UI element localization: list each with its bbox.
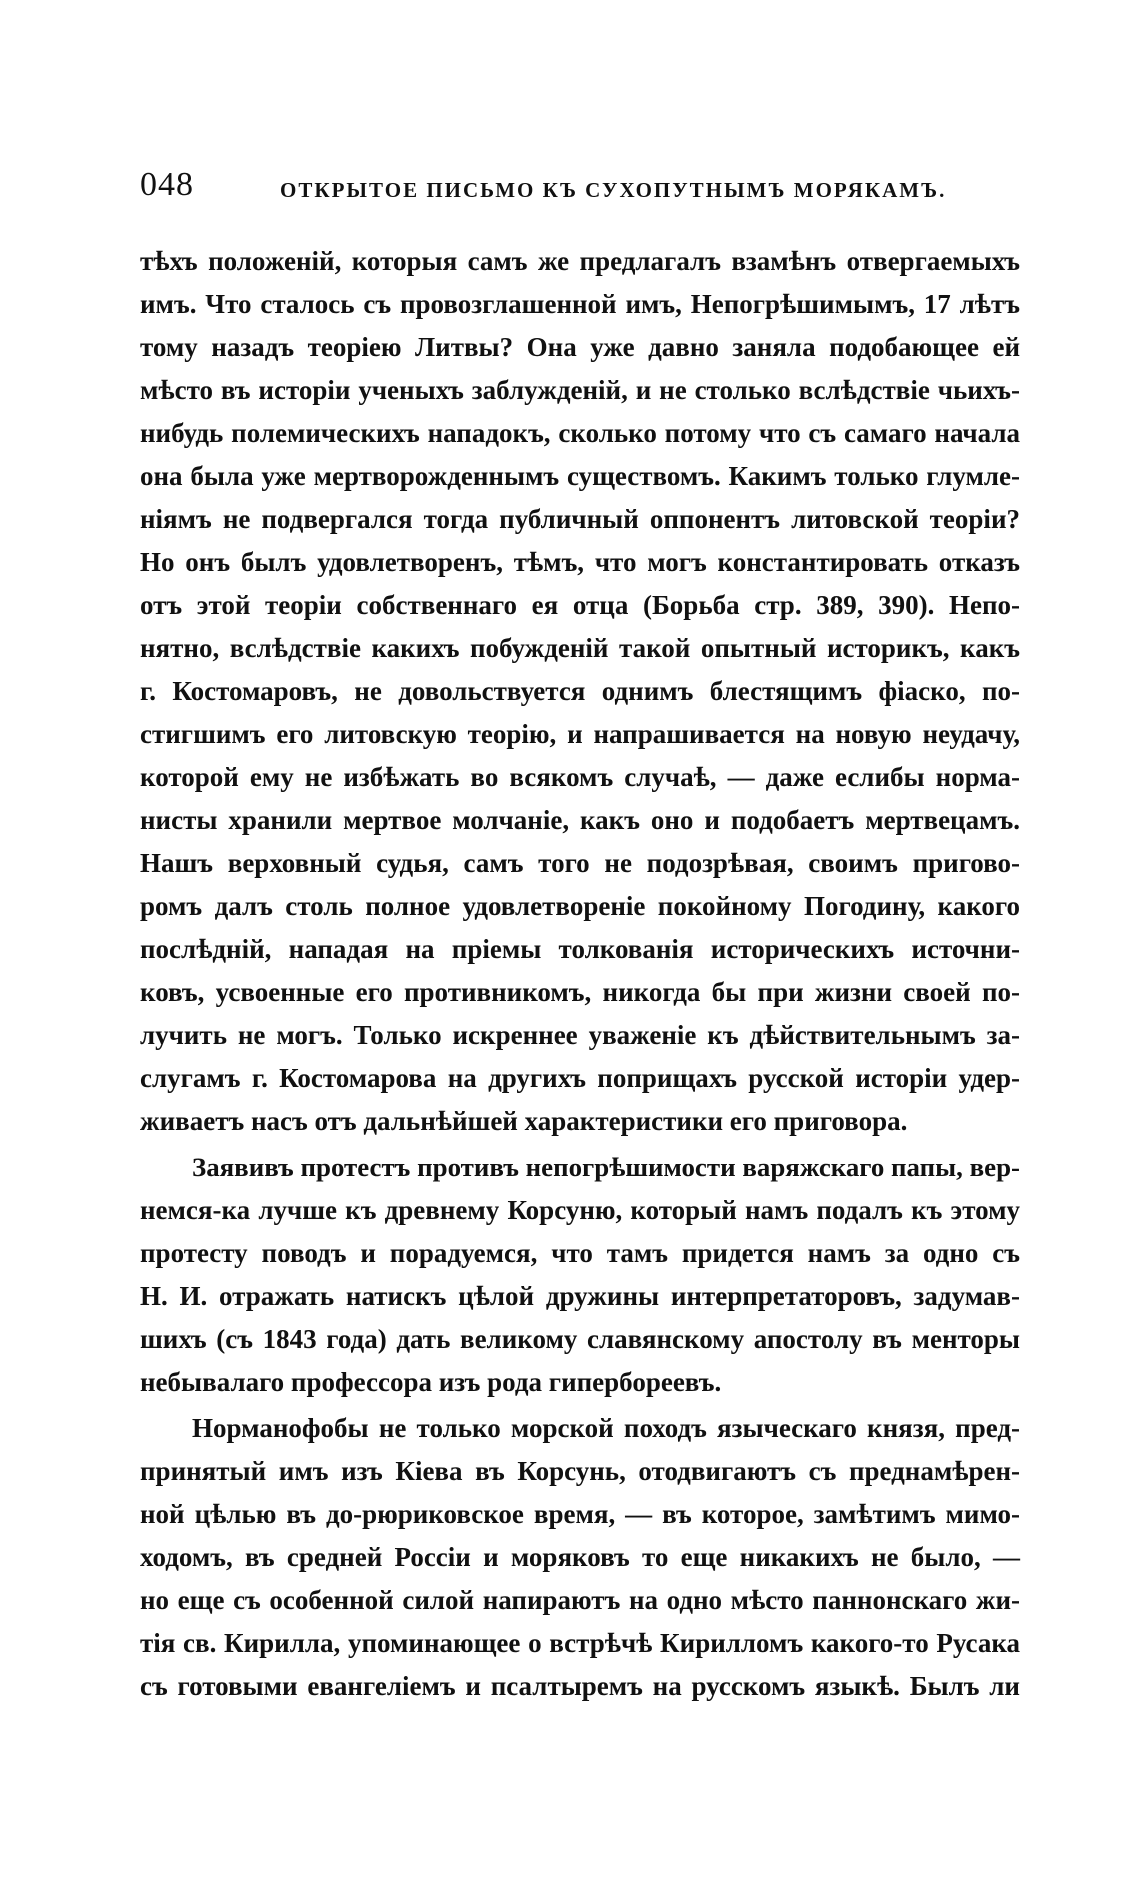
body-text <box>140 240 1020 1708</box>
text-line: ходомъ, въ средней Россiи и моряковъ то еще никакихъ не было, — <box>140 1542 1020 1572</box>
text-line: Норманофобы не только морской походъ языческаго князя, пред- <box>192 1413 1020 1443</box>
text-line: имъ. Что сталось съ провозглашенной имъ, Непогрѣшимымъ, 17 лѣтъ <box>140 289 1020 319</box>
text-line: нибудь полемическихъ нападокъ, сколько потому что съ самаго начала <box>140 418 1020 448</box>
paragraph <box>140 1407 1020 1708</box>
text-line: Заявивъ протестъ противъ непогрѣшимости варяжскаго папы, вер- <box>192 1152 1020 1182</box>
text-line: шихъ (съ 1843 года) дать великому славянскому апостолу въ менторы <box>140 1324 1020 1354</box>
text-line: послѣднiй, нападая на прiемы толкованiя историческихъ источни- <box>140 934 1020 964</box>
text-line: тому назадъ теорiею Литвы? Она уже давно заняла подобающее ей <box>140 332 1020 362</box>
text-line: принятый имъ изъ Кiева въ Корсунь, отодвигаютъ съ преднамѣрен- <box>140 1456 1020 1486</box>
text-line: ромъ далъ столь полное удовлетворенiе покойному Погодину, какого <box>140 891 1020 921</box>
text-line: протесту поводъ и порадуемся, что тамъ придется намъ за одно съ <box>140 1238 1020 1268</box>
running-title: ОТКРЫТОЕ ПИСЬМО КЪ СУХОПУТНЫМЪ МОРЯКАМЪ. <box>280 178 947 202</box>
text-line: г. Костомаровъ, не довольствуется однимъ блестящимъ фiаско, по- <box>140 676 1020 706</box>
text-line: ной цѣлью въ до-рюриковское время, — въ которое, замѣтимъ мимо- <box>140 1499 1020 1529</box>
text-line: стигшимъ его литовскую теорiю, и напрашивается на новую неудачу, <box>140 719 1020 749</box>
text-line: Н. И. отражать натискъ цѣлой дружины интерпретаторовъ, задумав- <box>140 1281 1020 1311</box>
text-line: нiямъ не подвергался тогда публичный оппонентъ литовской теорiи? <box>140 504 1020 534</box>
text-line: съ готовыми евангелiемъ и псалтыремъ на русскомъ языкѣ. Былъ ли <box>140 1671 1020 1701</box>
text-line: ковъ, усвоенные его противникомъ, никогда бы при жизни своей по- <box>140 977 1020 1007</box>
text-line: Нашъ верховный судья, самъ того не подозрѣвая, своимъ пригово- <box>140 848 1020 878</box>
text-line: лучить не могъ. Только искреннее уваженiе къ дѣйствительнымъ за- <box>140 1020 1020 1050</box>
text-line: которой ему не избѣжать во всякомъ случаѣ, — даже еслибы норма- <box>140 762 1020 792</box>
text-line: нисты хранили мертвое молчанiе, какъ оно и подобаетъ мертвецамъ. <box>140 805 1020 835</box>
text-line: она была уже мертворожденнымъ существомъ. Какимъ только глумле- <box>140 461 1020 491</box>
text-line: Но онъ былъ удовлетворенъ, тѣмъ, что могъ константировать отказъ <box>140 547 1020 577</box>
text-line: небывалаго профессора изъ рода гипербореевъ. <box>140 1367 722 1397</box>
text-line: мѣсто въ исторiи ученыхъ заблужденiй, и не столько вслѣдствiе чьихъ- <box>140 375 1020 405</box>
text-line: но еще съ особенной силой напираютъ на одно мѣсто паннонскаго жи- <box>140 1585 1020 1615</box>
paragraph <box>140 240 1020 1143</box>
paragraph <box>140 1146 1020 1404</box>
text-line: тѣхъ положенiй, которыя самъ же предлагалъ взамѣнъ отвергаемыхъ <box>140 246 1020 276</box>
text-line: живаетъ насъ отъ дальнѣйшей характеристики его приговора. <box>140 1106 908 1136</box>
text-line: немся-ка лучше къ древнему Корсуню, который намъ подалъ къ этому <box>140 1195 1020 1225</box>
text-line: отъ этой теорiи собственнаго ея отца (Борьба стр. 389, 390). Непо- <box>140 590 1020 620</box>
text-line: тiя св. Кирилла, упоминающее о встрѣчѣ Кирилломъ какого-то Русака <box>140 1628 1020 1658</box>
page-number: 048 <box>140 166 194 203</box>
text-line: нятно, вслѣдствiе какихъ побужденiй такой опытный историкъ, какъ <box>140 633 1020 663</box>
text-line: слугамъ г. Костомарова на другихъ поприщахъ русской исторiи удер- <box>140 1063 1020 1093</box>
page-header <box>140 166 1020 206</box>
